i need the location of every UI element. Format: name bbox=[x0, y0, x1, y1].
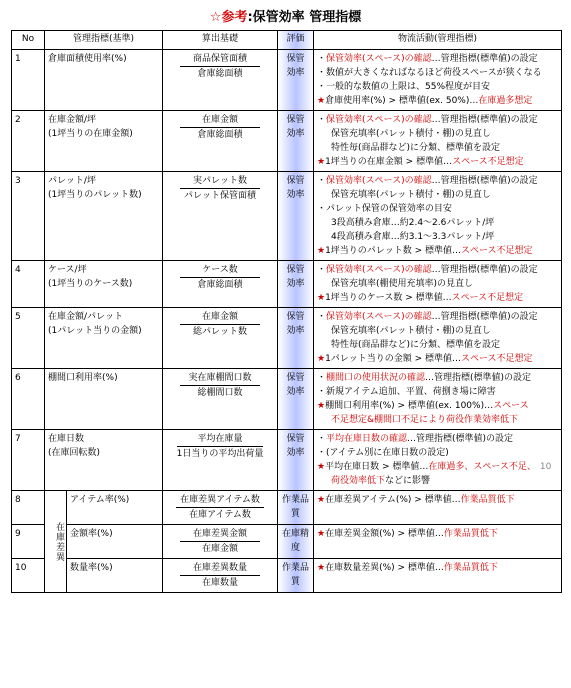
activity-line bbox=[317, 155, 558, 169]
numerator: 商品保管面積 bbox=[180, 52, 260, 67]
activity-alert: 在庫過多想定 bbox=[478, 96, 533, 106]
calc-basis bbox=[163, 172, 278, 261]
metric-name: 棚間口利用率(%) bbox=[48, 373, 118, 383]
activity-highlight: 保管効率(スペース)の確認 bbox=[326, 265, 432, 275]
metrics-table bbox=[11, 30, 562, 593]
denominator: 在庫金額 bbox=[201, 544, 238, 554]
star-icon: ★ bbox=[317, 293, 326, 303]
row-number: 7 bbox=[12, 430, 45, 491]
fraction bbox=[180, 263, 260, 292]
activity-cell bbox=[314, 491, 562, 525]
activity-text: 在庫差異アイテム(%) > 標準値… bbox=[325, 495, 461, 505]
activity-text: 在庫数量差異(%) > 標準値… bbox=[325, 563, 444, 573]
activity-text: …管理指標(標準値)の設定 bbox=[431, 115, 538, 125]
eval-text: 効率 bbox=[286, 279, 305, 289]
star-icon: ☆ bbox=[209, 10, 222, 25]
row-number: 2 bbox=[12, 111, 45, 172]
activity-line bbox=[317, 561, 558, 575]
activity-text: …管理指標(標準値)の設定 bbox=[431, 312, 538, 322]
numerator: 在庫金額 bbox=[180, 310, 260, 325]
row-number: 1 bbox=[12, 50, 45, 111]
activity-line bbox=[317, 141, 558, 155]
eval-cell: 作業品質 bbox=[278, 491, 314, 525]
activity-highlight: 保管効率(スペース)の確認 bbox=[326, 176, 432, 186]
activity-text: 保管充填率(パレット積付・棚)の見直し bbox=[331, 326, 491, 336]
eval-text: 効率 bbox=[286, 129, 305, 139]
eval-cell: 在庫精度 bbox=[278, 525, 314, 559]
activity-line bbox=[317, 113, 558, 127]
bullet: ・ bbox=[317, 204, 327, 214]
activity-line bbox=[317, 263, 558, 277]
header-no: No bbox=[12, 31, 45, 50]
activity-text: 1坪当りの在庫金額 > 標準値… bbox=[325, 157, 453, 167]
numerator: 在庫差異アイテム数 bbox=[176, 493, 264, 508]
denominator: 総棚間口数 bbox=[197, 388, 243, 398]
activity-highlight: 保管効率(スペース)の確認 bbox=[326, 54, 432, 64]
activity-text: 倉庫使用率(%) > 標準値(ex. 50%)… bbox=[325, 96, 479, 106]
activity-line bbox=[317, 527, 558, 541]
activity-highlight: 棚間口の使用状況の確認 bbox=[326, 373, 426, 383]
activity-line bbox=[317, 291, 558, 305]
activity-line bbox=[317, 446, 558, 460]
star-icon: ★ bbox=[317, 462, 326, 472]
activity-text: などに影響 bbox=[385, 476, 431, 486]
fraction bbox=[176, 493, 264, 522]
note-number: 10 bbox=[539, 462, 552, 472]
activity-text: 保管充填率(パレット積付・棚)の見直し bbox=[331, 190, 491, 200]
row-number: 9 bbox=[12, 525, 45, 559]
activity-text: (アイテム別に在庫日数の設定) bbox=[326, 448, 449, 458]
fraction bbox=[180, 52, 260, 81]
diff-group-label: 在庫差異 bbox=[45, 491, 67, 593]
activity-cell bbox=[314, 111, 562, 172]
metric-name: ケース/坪 bbox=[48, 265, 87, 275]
activity-alert: 荷役効率低下 bbox=[331, 476, 386, 486]
activity-text: 4段高積み倉庫…約3.1～3.3パレット/坪 bbox=[331, 232, 495, 242]
star-icon: ★ bbox=[317, 401, 326, 411]
activity-text: 在庫差異金額(%) > 標準値… bbox=[325, 529, 444, 539]
numerator: 平均在庫量 bbox=[177, 432, 264, 447]
activity-text: パレット保管の保管効率の目安 bbox=[326, 204, 452, 214]
bullet: ・ bbox=[317, 312, 327, 322]
activity-text: 平均在庫日数 > 標準値… bbox=[325, 462, 429, 472]
activity-cell bbox=[314, 308, 562, 369]
activity-alert: スペース不足想定 bbox=[460, 246, 533, 256]
metric-cell bbox=[45, 261, 163, 308]
metric-sub: (1坪当りのケース数) bbox=[48, 279, 133, 289]
star-icon: ★ bbox=[317, 495, 326, 505]
activity-line bbox=[317, 94, 558, 108]
row-number: 10 bbox=[12, 559, 45, 593]
activity-alert: スペース不足想定 bbox=[460, 354, 533, 364]
activity-line bbox=[317, 460, 558, 474]
row-number: 4 bbox=[12, 261, 45, 308]
header-activity: 物流活動(管理指標) bbox=[314, 31, 562, 50]
fraction bbox=[180, 527, 260, 556]
calc-basis bbox=[163, 111, 278, 172]
title-text: :保管効率 管理指標 bbox=[247, 10, 362, 25]
activity-highlight: 保管効率(スペース)の確認 bbox=[326, 312, 432, 322]
activity-text: 保管充填率(棚使用充填率)の見直し bbox=[331, 279, 474, 289]
table-row bbox=[12, 261, 562, 308]
calc-basis bbox=[163, 430, 278, 491]
activity-line bbox=[317, 432, 558, 446]
activity-line bbox=[317, 371, 558, 385]
row-number: 5 bbox=[12, 308, 45, 369]
bullet: ・ bbox=[317, 82, 327, 92]
calc-basis bbox=[163, 308, 278, 369]
eval-text: 保管 bbox=[286, 312, 305, 322]
star-icon: ★ bbox=[317, 246, 326, 256]
numerator: 在庫差異数量 bbox=[180, 561, 260, 576]
metric-cell bbox=[45, 369, 163, 430]
denominator: 総パレット数 bbox=[193, 327, 247, 337]
activity-alert: 作業品質低下 bbox=[443, 563, 498, 573]
activity-alert: スペース不足想定 bbox=[452, 157, 524, 167]
eval-text: 保管 bbox=[286, 373, 305, 383]
activity-cell bbox=[314, 525, 562, 559]
star-icon: ★ bbox=[317, 563, 326, 573]
eval-cell bbox=[278, 430, 314, 491]
denominator: 在庫数量 bbox=[201, 578, 238, 588]
metric-name: パレット/坪 bbox=[48, 176, 96, 186]
activity-text: …管理指標(標準値)の設定 bbox=[407, 434, 514, 444]
activity-cell bbox=[314, 430, 562, 491]
activity-line bbox=[317, 338, 558, 352]
bullet: ・ bbox=[317, 68, 327, 78]
table-row bbox=[12, 369, 562, 430]
activity-text: 1坪当りのケース数 > 標準値… bbox=[325, 293, 452, 303]
activity-line bbox=[317, 52, 558, 66]
activity-highlight: 保管効率(スペース)の確認 bbox=[326, 115, 432, 125]
activity-text: 1坪当りのパレット数 > 標準値… bbox=[325, 246, 461, 256]
eval-text: 効率 bbox=[286, 387, 305, 397]
activity-line bbox=[317, 413, 558, 427]
star-icon: ★ bbox=[317, 96, 326, 106]
table-row bbox=[12, 172, 562, 261]
activity-line bbox=[317, 474, 558, 488]
activity-text: 3段高積み倉庫…約2.4～2.6パレット/坪 bbox=[331, 218, 495, 228]
activity-cell bbox=[314, 50, 562, 111]
fraction bbox=[180, 310, 260, 339]
activity-line bbox=[317, 324, 558, 338]
activity-line bbox=[317, 66, 558, 80]
activity-alert: 在庫過多、スペース不足、 bbox=[428, 462, 536, 472]
table-row bbox=[12, 308, 562, 369]
activity-line bbox=[317, 202, 558, 216]
activity-highlight: 平均在庫日数の確認 bbox=[326, 434, 408, 444]
activity-cell bbox=[314, 559, 562, 593]
eval-text: 効率 bbox=[286, 190, 305, 200]
denominator: 倉庫総面積 bbox=[197, 69, 243, 79]
denominator: 1日当りの平均出荷量 bbox=[176, 449, 264, 459]
metric-name: 数量率(%) bbox=[67, 559, 163, 593]
activity-alert: 作業品質低下 bbox=[460, 495, 515, 505]
activity-cell bbox=[314, 369, 562, 430]
table-body bbox=[12, 50, 562, 593]
bullet: ・ bbox=[317, 387, 327, 397]
metric-sub: (在庫回転数) bbox=[48, 448, 101, 458]
eval-cell bbox=[278, 369, 314, 430]
table-row bbox=[12, 525, 562, 559]
bullet: ・ bbox=[317, 115, 327, 125]
fraction bbox=[180, 113, 260, 142]
calc-basis bbox=[163, 369, 278, 430]
calc-basis bbox=[163, 491, 278, 525]
metric-sub: (1坪当りのパレット数) bbox=[48, 190, 142, 200]
metric-cell bbox=[45, 172, 163, 261]
eval-cell: 作業品質 bbox=[278, 559, 314, 593]
activity-line bbox=[317, 230, 558, 244]
denominator: 在庫アイテム数 bbox=[189, 510, 251, 520]
star-icon: ★ bbox=[317, 157, 326, 167]
eval-text: 効率 bbox=[286, 326, 305, 336]
star-icon: ★ bbox=[317, 354, 326, 364]
activity-line bbox=[317, 493, 558, 507]
activity-text: 1パレット当りの金額 > 標準値… bbox=[325, 354, 461, 364]
activity-text: …管理指標(標準値)の設定 bbox=[431, 265, 538, 275]
metric-cell bbox=[45, 308, 163, 369]
metric-sub: (1坪当りの在庫金額) bbox=[48, 129, 133, 139]
row-number: 8 bbox=[12, 491, 45, 525]
metric-cell bbox=[45, 111, 163, 172]
eval-text: 保管 bbox=[286, 265, 305, 275]
eval-text: 効率 bbox=[286, 448, 305, 458]
metric-name: 在庫金額/坪 bbox=[48, 115, 97, 125]
row-number: 3 bbox=[12, 172, 45, 261]
activity-line bbox=[317, 80, 558, 94]
metric-name: 在庫日数 bbox=[48, 434, 85, 444]
title-ref: 参考 bbox=[221, 10, 248, 25]
table-row bbox=[12, 491, 562, 525]
metric-name: 倉庫面積使用率(%) bbox=[48, 54, 127, 64]
activity-cell bbox=[314, 172, 562, 261]
eval-text: 効率 bbox=[286, 68, 305, 78]
fraction bbox=[180, 561, 260, 590]
eval-cell bbox=[278, 111, 314, 172]
table-row bbox=[12, 50, 562, 111]
table-row bbox=[12, 430, 562, 491]
eval-text: 保管 bbox=[286, 115, 305, 125]
metric-name: アイテム率(%) bbox=[67, 491, 163, 525]
activity-text: 新規アイテム追加、平置、荷捌き場に障害 bbox=[326, 387, 496, 397]
header-eval: 評価 bbox=[278, 31, 314, 50]
bullet: ・ bbox=[317, 265, 327, 275]
denominator: パレット保管面積 bbox=[184, 191, 256, 201]
eval-text: 保管 bbox=[286, 434, 305, 444]
metric-name: 金額率(%) bbox=[67, 525, 163, 559]
activity-text: 一般的な数値の上限は、55%程度が目安 bbox=[326, 82, 491, 92]
activity-line bbox=[317, 188, 558, 202]
activity-text: …管理指標(標準値)の設定 bbox=[431, 176, 538, 186]
numerator: 実パレット数 bbox=[180, 174, 260, 189]
activity-alert: 不足想定&棚間口不足により荷役作業効率低下 bbox=[331, 415, 519, 425]
activity-text: 特性毎(商品群など)に分類、標準値を設定 bbox=[331, 143, 501, 153]
activity-line bbox=[317, 127, 558, 141]
row-number: 6 bbox=[12, 369, 45, 430]
table-row bbox=[12, 559, 562, 593]
eval-cell bbox=[278, 50, 314, 111]
bullet: ・ bbox=[317, 448, 327, 458]
activity-text: …管理指標(標準値)の設定 bbox=[431, 54, 538, 64]
activity-text: …管理指標(標準値)の設定 bbox=[425, 373, 532, 383]
activity-alert: スペース bbox=[493, 401, 529, 411]
fraction bbox=[180, 174, 260, 203]
numerator: 在庫金額 bbox=[180, 113, 260, 128]
activity-line bbox=[317, 216, 558, 230]
metric-cell bbox=[45, 430, 163, 491]
metric-sub: (1パレット当りの金額) bbox=[48, 326, 142, 336]
numerator: ケース数 bbox=[180, 263, 260, 278]
activity-alert: スペース不足想定 bbox=[451, 293, 524, 303]
bullet: ・ bbox=[317, 373, 327, 383]
activity-line bbox=[317, 310, 558, 324]
activity-line bbox=[317, 399, 558, 413]
eval-text: 保管 bbox=[286, 54, 305, 64]
activity-text: 特性毎(商品群など)に分類、標準値を設定 bbox=[331, 340, 501, 350]
bullet: ・ bbox=[317, 54, 327, 64]
fraction bbox=[177, 432, 264, 461]
table-row bbox=[12, 111, 562, 172]
metric-cell bbox=[45, 50, 163, 111]
metric-name: 在庫金額/パレット bbox=[48, 312, 123, 322]
eval-cell bbox=[278, 261, 314, 308]
bullet: ・ bbox=[317, 176, 327, 186]
activity-line bbox=[317, 244, 558, 258]
activity-line bbox=[317, 174, 558, 188]
calc-basis bbox=[163, 525, 278, 559]
activity-line bbox=[317, 277, 558, 291]
eval-cell bbox=[278, 172, 314, 261]
calc-basis bbox=[163, 261, 278, 308]
header-basis: 算出基礎 bbox=[163, 31, 278, 50]
denominator: 倉庫総面積 bbox=[197, 280, 243, 290]
calc-basis bbox=[163, 559, 278, 593]
denominator: 倉庫総面積 bbox=[197, 130, 243, 140]
calc-basis bbox=[163, 50, 278, 111]
numerator: 実在庫棚間口数 bbox=[180, 371, 260, 386]
activity-cell bbox=[314, 261, 562, 308]
activity-line bbox=[317, 385, 558, 399]
activity-line bbox=[317, 352, 558, 366]
activity-text: 数値が大きくなればなるほど荷役スペースが狭くなる bbox=[326, 68, 542, 78]
page-title bbox=[0, 6, 571, 25]
activity-alert: 作業品質低下 bbox=[443, 529, 498, 539]
activity-text: 棚間口利用率(%) > 標準値(ex. 100%)… bbox=[325, 401, 494, 411]
bullet: ・ bbox=[317, 434, 327, 444]
numerator: 在庫差異金額 bbox=[180, 527, 260, 542]
fraction bbox=[180, 371, 260, 400]
eval-cell bbox=[278, 308, 314, 369]
activity-text: 保管充填率(パレット積付・棚)の見直し bbox=[331, 129, 491, 139]
header-metric: 管理指標(基準) bbox=[45, 31, 163, 50]
header-row bbox=[12, 31, 562, 50]
star-icon: ★ bbox=[317, 529, 326, 539]
eval-text: 保管 bbox=[286, 176, 305, 186]
